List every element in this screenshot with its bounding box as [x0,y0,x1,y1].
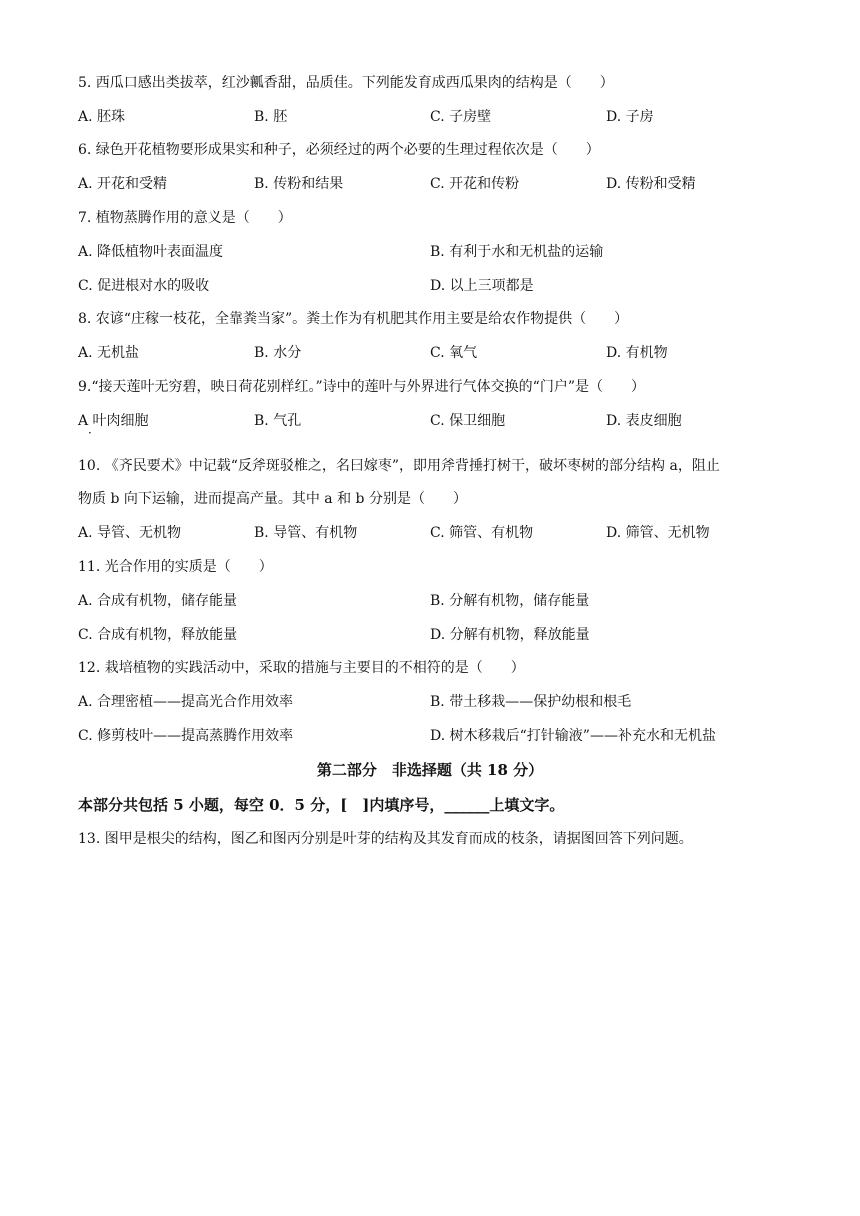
question-7-option-c: C. 促进根对水的吸收 [78,278,210,294]
question-5-option-d: D. 子房 [606,109,654,125]
question-9-option-a: A 叶肉细胞 [78,413,149,429]
question-8-option-a: A. 无机盐 [78,345,140,361]
question-7-option-a: A. 降低植物叶表面温度 [78,244,224,260]
question-8-stem: 8. 农谚“庄稼一枝花，全靠粪当家”。粪土作为有机肥其作用主要是给农作物提供（ ） [78,311,629,327]
question-11-option-c: C. 合成有机物，释放能量 [78,627,238,643]
question-12-stem: 12. 栽培植物的实践活动中，采取的措施与主要目的不相符的是（ ） [78,660,525,676]
question-12-option-a: A. 合理密植——提高光合作用效率 [78,694,294,710]
question-7-option-d: D. 以上三项都是 [430,278,534,294]
question-6-option-a: A. 开花和受精 [78,176,168,192]
question-10-stem-line1: 10. 《齐民要术》中记载“反斧斑驳椎之，名曰嫁枣”，即用斧背捶打树干，破坏枣树的部分结构 a，阻止 [78,458,720,474]
question-11-option-d: D. 分解有机物，释放能量 [430,627,590,643]
question-10-option-a: A. 导管、无机物 [78,525,182,541]
question-12-option-c: C. 修剪枝叶——提高蒸腾作用效率 [78,728,294,744]
section-instruction: 本部分共包括 5 小题，每空 0．5 分，[ ]内填序号，______上填文字。 [78,796,565,814]
question-8-option-d: D. 有机物 [606,345,668,361]
question-13-stem: 13. 图甲是根尖的结构，图乙和图丙分别是叶芽的结构及其发育而成的枝条，请据图回答下列问题。 [78,831,693,847]
stray-dot-mark: · [88,426,92,440]
question-5-option-b: B. 胚 [254,109,288,125]
question-12-option-b: B. 带土移栽——保护幼根和根毛 [430,694,632,710]
question-6-stem: 6. 绿色开花植物要形成果实和种子，必须经过的两个必要的生理过程依次是（ ） [78,142,600,158]
question-11-option-a: A. 合成有机物，储存能量 [78,593,238,609]
question-6-option-d: D. 传粉和受精 [606,176,696,192]
question-8-option-c: C. 氧气 [430,345,478,361]
question-11-option-b: B. 分解有机物，储存能量 [430,593,590,609]
question-11-stem: 11. 光合作用的实质是（ ） [78,559,273,575]
question-9-option-b: B. 气孔 [254,413,302,429]
question-10-option-b: B. 导管、有机物 [254,525,358,541]
question-6-option-b: B. 传粉和结果 [254,176,344,192]
question-9-option-d: D. 表皮细胞 [606,413,682,429]
question-8-option-b: B. 水分 [254,345,302,361]
question-9-stem: 9.“接天莲叶无穷碧，映日荷花别样红。”诗中的莲叶与外界进行气体交换的“门户”是（ ） [78,379,645,395]
question-5-option-c: C. 子房壁 [430,109,492,125]
question-12-option-d: D. 树木移栽后“打针输液”——补充水和无机盐 [430,728,716,744]
question-10-option-c: C. 筛管、有机物 [430,525,534,541]
question-6-option-c: C. 开花和传粉 [430,176,520,192]
question-10-stem-line2: 物质 b 向下运输，进而提高产量。其中 a 和 b 分别是（ ） [78,491,467,507]
question-10-option-d: D. 筛管、无机物 [606,525,710,541]
question-5-option-a: A. 胚珠 [78,109,126,125]
question-9-option-c: C. 保卫细胞 [430,413,506,429]
section-title: 第二部分 非选择题（共 18 分） [316,761,544,779]
question-7-stem: 7. 植物蒸腾作用的意义是（ ） [78,210,292,226]
question-7-option-b: B. 有利于水和无机盐的运输 [430,244,604,260]
question-5-stem: 5. 西瓜口感出类拔萃，红沙瓤香甜，品质佳。下列能发育成西瓜果肉的结构是（ ） [78,75,614,91]
